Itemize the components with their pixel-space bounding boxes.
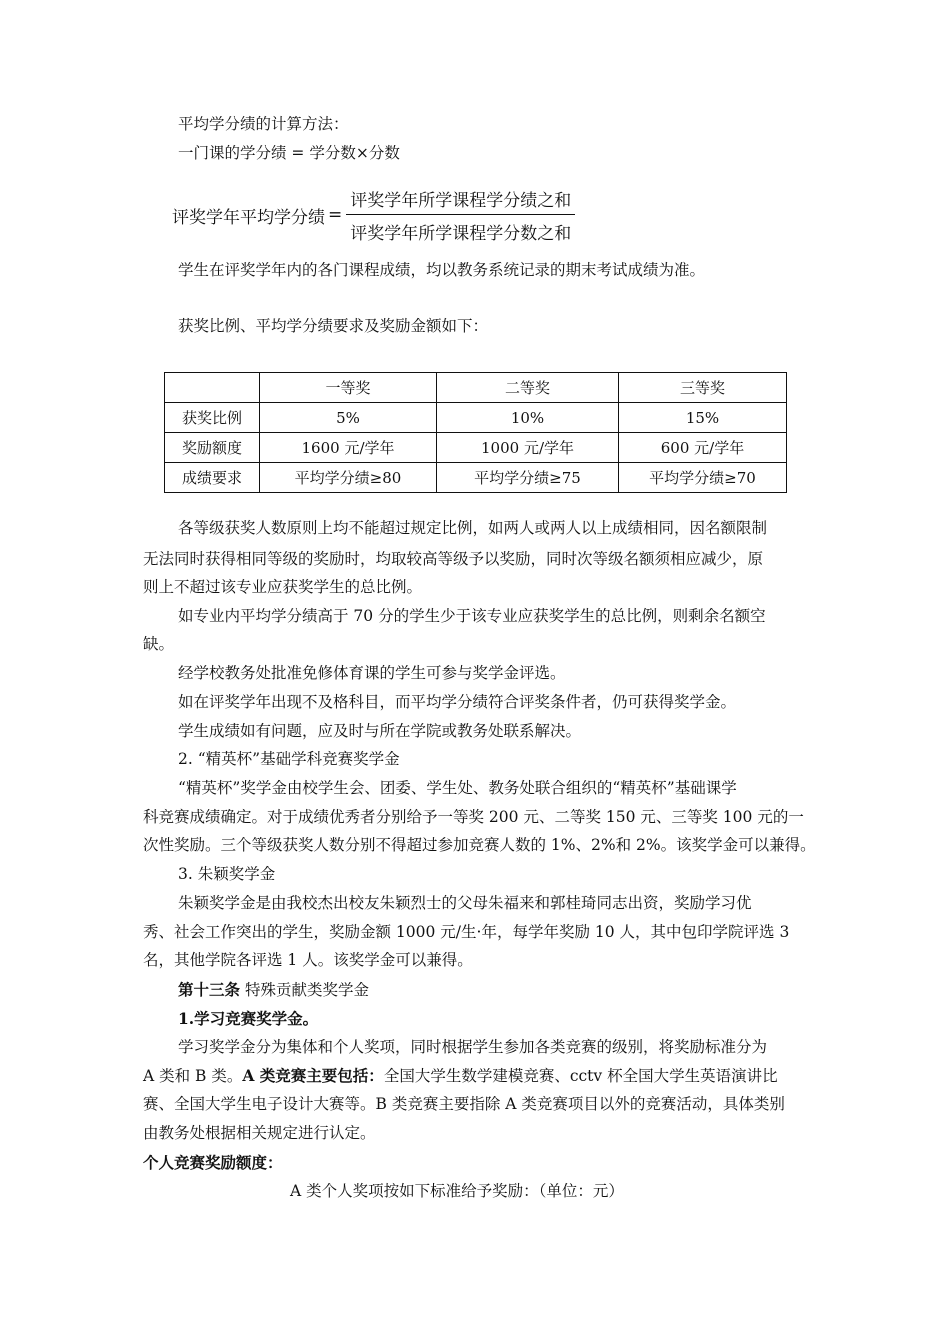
table-header-row [165, 373, 787, 403]
paragraph-line: 无法同时获得相同等级的奖励时，均取较高等级予以奖励，同时次等级名额须相应减少，原 [143, 550, 764, 568]
paragraph-line: 经学校教务处批准免修体育课的学生可参与奖学金评选。 [178, 664, 566, 682]
table-cell: 5% [260, 403, 437, 433]
average-credit-formula [172, 186, 575, 244]
text-run: 全国大学生数学建模竞赛、cctv 杯全国大学生英语演讲比 [383, 1067, 778, 1085]
section-heading: 2. “精英杯”基础学科竞赛奖学金 [178, 750, 400, 768]
table-cell: 平均学分绩≥70 [619, 463, 787, 493]
paragraph-line [143, 1068, 778, 1085]
paragraph-line: 则上不超过该专业应获奖学生的总比例。 [143, 578, 423, 596]
paragraph-line: 由教务处根据相关规定进行认定。 [143, 1124, 376, 1142]
calc-method-heading: 平均学分绩的计算方法： [178, 115, 349, 133]
section-heading: 3. 朱颖奖学金 [178, 865, 276, 883]
formula-denominator: 评奖学年所学课程学分数之和 [350, 224, 572, 244]
table-cell: 10% [437, 403, 619, 433]
text-run-bold: A 类竞赛主要包括： [242, 1066, 384, 1085]
course-credit-formula: 一门课的学分绩 = 学分数×分数 [178, 144, 400, 162]
paragraph-line: “精英杯”奖学金由校学生会、团委、学生处、教务处联合组织的“精英杯”基础课学 [178, 779, 737, 797]
record-note: 学生在评奖学年内的各门课程成绩，均以教务系统记录的期末考试成绩为准。 [178, 261, 706, 279]
table-cell: 三等奖 [619, 373, 787, 403]
table-row [165, 403, 787, 433]
article-heading [178, 982, 369, 999]
table-cell: 15% [619, 403, 787, 433]
table-cell: 1600 元/学年 [260, 433, 437, 463]
section-heading: 个人竞赛奖励额度： [143, 1153, 283, 1172]
paragraph-line: 缺。 [143, 635, 175, 653]
paragraph-line: 各等级获奖人数原则上均不能超过规定比例，如两人或两人以上成绩相同，因名额限制 [178, 519, 768, 537]
section-heading: 1.学习竞赛奖学金。 [178, 1009, 319, 1028]
table-cell: 600 元/学年 [619, 433, 787, 463]
formula-fraction [346, 186, 575, 244]
formula-numerator: 评奖学年所学课程学分绩之和 [346, 186, 575, 215]
table-cell: 一等奖 [260, 373, 437, 403]
ratio-intro: 获奖比例、平均学分绩要求及奖励金额如下： [178, 317, 489, 335]
table-cell: 获奖比例 [165, 403, 260, 433]
formula-equals: = [328, 205, 343, 225]
table-cell: 平均学分绩≥75 [437, 463, 619, 493]
award-table [164, 372, 787, 493]
table-cell: 成绩要求 [165, 463, 260, 493]
table-cell: 1000 元/学年 [437, 433, 619, 463]
text-run: A 类和 B 类。 [143, 1067, 243, 1085]
paragraph-line: 秀、社会工作突出的学生，奖励金额 1000 元/生·年，每学年奖励 10 人，其中包印学院评选 3 [143, 923, 790, 941]
table-row [165, 433, 787, 463]
paragraph-line: 学习奖学金分为集体和个人奖项，同时根据学生参加各类竞赛的级别，将奖励标准分为 [178, 1038, 768, 1056]
paragraph-line: 名，其他学院各评选 1 人。该奖学金可以兼得。 [143, 951, 473, 969]
table-cell [165, 373, 260, 403]
table-cell: 奖励额度 [165, 433, 260, 463]
paragraph-line: 学生成绩如有问题，应及时与所在学院或教务处联系解决。 [178, 722, 582, 740]
paragraph-line: 次性奖励。三个等级获奖人数分别不得超过参加竞赛人数的 1%、2%和 2%。该奖学金可以兼得。 [143, 836, 816, 854]
article-title: 特殊贡献类奖学金 [240, 981, 369, 999]
paragraph-line: 赛、全国大学生电子设计大赛等。B 类竞赛主要指除 A 类竞赛项目以外的竞赛活动，具体类别 [143, 1095, 785, 1113]
paragraph-line: 科竞赛成绩确定。对于成绩优秀者分别给予一等奖 200 元、二等奖 150 元、三等奖 100 元的一 [143, 808, 804, 826]
table-cell: 二等奖 [437, 373, 619, 403]
table-cell: 平均学分绩≥80 [260, 463, 437, 493]
paragraph-line: 如在评奖学年出现不及格科目，而平均学分绩符合评奖条件者，仍可获得奖学金。 [178, 693, 737, 711]
paragraph-line: 朱颖奖学金是由我校杰出校友朱颖烈士的父母朱福来和郭桂琦同志出资，奖励学习优 [178, 894, 752, 912]
paragraph-line: A 类个人奖项按如下标准给予奖励：（单位：元） [290, 1182, 624, 1200]
article-number: 第十三条 [178, 980, 241, 999]
table-row [165, 463, 787, 493]
paragraph-line: 如专业内平均学分绩高于 70 分的学生少于该专业应获奖学生的总比例，则剩余名额空 [178, 607, 766, 625]
formula-lhs: 评奖学年平均学分绩 [172, 207, 325, 228]
